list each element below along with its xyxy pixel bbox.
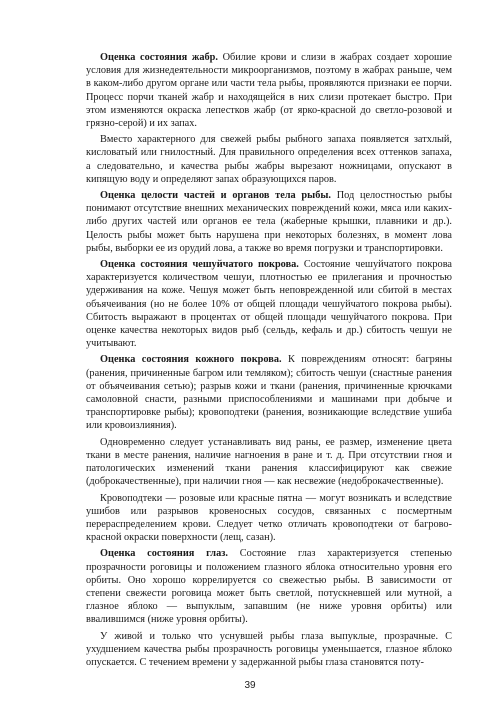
heading-eyes: Оценка состояния глаз. [100,548,228,560]
paragraph-text: У живой и только что уснувшей рыбы глаза выпуклые, прозрачные. С ухудшением качества рыбы прозрачность роговицы уменьшается, глазное яблоко опускается. С течением времени у задержанной рыбы глаза становятся поту- [86,630,452,668]
paragraph-gill-smell [86,133,452,186]
heading-skin: Оценка состояния кожного покрова. [100,354,282,366]
paragraph-eyes [86,547,452,626]
heading-gills: Оценка состояния жабр. [100,52,218,63]
paragraph-integrity [86,189,452,255]
paragraph-scales [86,258,452,350]
paragraph-text: Кровоподтеки — розовые или красные пятна — могут возникать и вследствие ушибов или разрывов кровеносных сосудов, связанных с посмертным перераспределением крови. Следует четко отличать кровоподтеки от багрово-красной окраски поверхности (лещ, сазан). [86,492,452,544]
page-number: 39 [244,680,256,691]
paragraph-text: К повреждениям относят: багряны (ранения, причиненные багром или темляком); сбитость чешуи (снастные ранения от объячеивания сетью); разрыв кожи и ткани (ранения, причиненные крючками самоловной снасти, разными приспособлениями и машинами при добыче и транспортировке рыбы); кровоподтеки (ранения, возникающие вследствие ушиба или кровоизлияния). [86,354,452,432]
paragraph-live-fish-eyes [86,630,452,670]
paragraph-text: Состояние глаз характеризуется степенью прозрачности роговицы и положением глазного яблока относительно уровня его орбиты. Оно хорошо коррелируется со свежестью рыбы. В зависимости от степени свежести роговица может быть светлой, потускневшей или мутной, а глазное яблоко — выпуклым, запавшим (не ниже уровня орбиты) или ввалившимся (ниже уровня орбиты). [86,548,452,626]
paragraph-bruises [86,492,452,545]
paragraph-text: Вместо характерного для свежей рыбы рыбного запаха появляется затхлый, кисловатый или гнилостный. Для правильного определения всех оттенков запаха, а следовательно, и качества рыбы жабры вырезают ножницами, опускают в кипящую воду и определяют запах образующихся паров. [86,134,452,185]
paragraph-text: Под целостностью рыбы понимают отсутствие внешних механических повреждений кожи, мяса или каких-либо других частей или органов ее тела (жаберные крышки, плавники и др.). Целость рыбы может быть нарушена при некоторых болезнях, в момент лова рыбы, выборки ее из орудий лова, а также во время погрузки и транспортировки. [86,190,452,254]
paragraph-gills [86,51,452,130]
paragraph-wounds [86,436,452,489]
heading-scales: Оценка состояния чешуйчатого покрова. [100,259,299,271]
paragraph-skin [86,353,452,432]
paragraph-text: Обилие крови и слизи в жабрах создает хорошие условия для жизнедеятельности микроорганизмов, поэтому в жабрах раньше, чем в каком-либо другом органе или части тела рыбы, проявляются признаки ее порчи. Процесс порчи тканей жабр и находящейся в них слизи протекает быстро. При этом изменяются окраска лепестков жабр (от ярко-красной до светло-розовой и грязно-серой) и их запах. [86,52,452,130]
paragraph-text: Состояние чешуйчатого покрова характеризуется количеством чешуи, плотностью ее прилегания и прочностью удерживания на коже. Чешуя может быть неповрежденной или сбитой в местах объячеивания (но не более 10% от общей площади чешуйчатого покрова рыбы). Сбитость выражают в процентах от общей площади чешуйчатого покрова. При оценке качества некоторых видов рыб (сельдь, кефаль и др.) сбитость чешуи не учитывают. [86,259,452,350]
paragraph-text: Одновременно следует устанавливать вид раны, ее размер, изменение цвета ткани в месте ранения, наличие нагноения в ране и т. д. При отсутствии гноя и патологических изменений ткани ранения классифицируют как свежие (доброкачественные), при наличии гноя — как несвежие (недоброкачественные). [86,436,452,488]
heading-integrity: Оценка целости частей и органов тела рыбы. [100,190,331,202]
